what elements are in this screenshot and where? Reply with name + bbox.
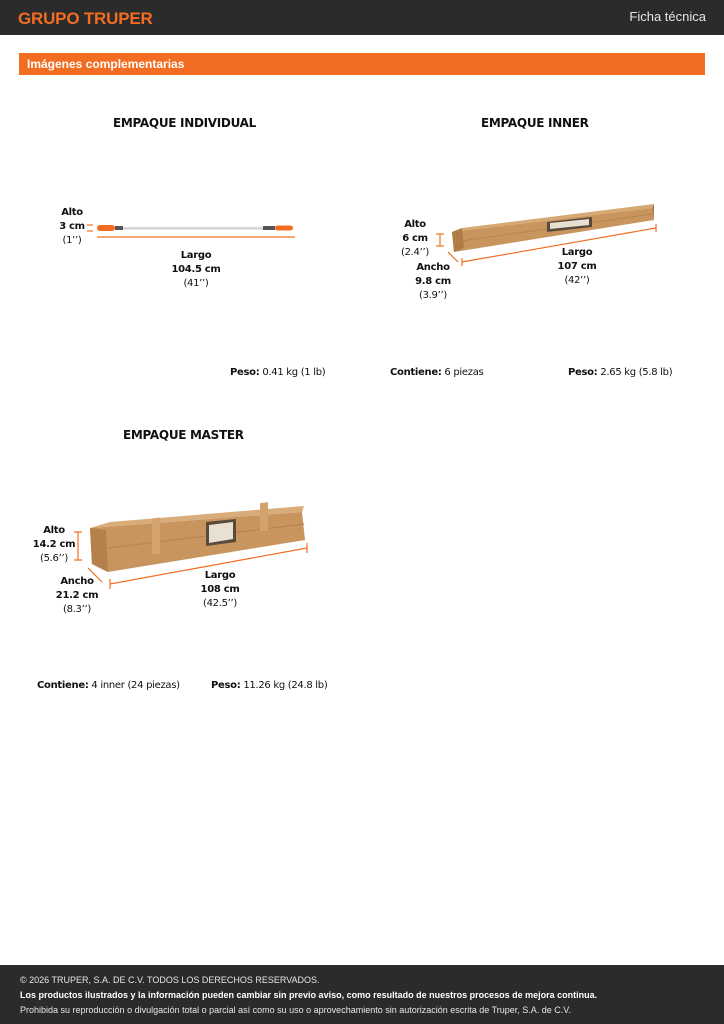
inner-alto-imperial: (2.4’’) (401, 247, 429, 258)
inner-ancho-imperial: (3.9’’) (419, 290, 447, 301)
master-peso-label: Peso: (211, 680, 241, 691)
individual-largo-imperial: (41’’) (183, 278, 209, 289)
individual-alto-label (52, 206, 92, 248)
inner-peso (568, 367, 672, 378)
inner-alto-metric: 6 cm (402, 233, 428, 244)
individual-alto-metric: 3 cm (59, 221, 85, 232)
inner-contiene-value: 6 piezas (444, 367, 484, 378)
individual-largo-label (161, 249, 231, 291)
individual-product-image (85, 218, 300, 238)
footer (0, 965, 724, 1024)
inner-box-image (432, 200, 662, 270)
document-type: Ficha técnica (629, 9, 706, 24)
inner-ancho-metric: 9.8 cm (415, 276, 451, 287)
master-alto-label (32, 524, 76, 566)
individual-title: EMPAQUE INDIVIDUAL (113, 116, 256, 130)
master-contiene-value: 4 inner (24 piezas) (91, 680, 180, 691)
inner-largo-label (550, 246, 604, 288)
master-largo-metric: 108 cm (200, 584, 240, 595)
master-peso-value: 11.26 kg (24.8 lb) (243, 680, 328, 691)
section-title: Imágenes complementarias (27, 57, 185, 71)
footer-notice: Los productos ilustrados y la información pueden cambiar sin previo aviso, como resultado de nuestros procesos de mejora continua. (20, 990, 598, 1000)
section-header (19, 53, 705, 75)
footer-legal: Prohibida su reproducción o divulgación total o parcial así como su uso o aprovechamiento sin autorización escrita de Truper, S.A. de C.V. (20, 1005, 571, 1015)
master-ancho-label (54, 575, 100, 617)
master-ancho-imperial: (8.3’’) (63, 604, 91, 615)
master-title: EMPAQUE MASTER (123, 428, 244, 442)
inner-alto-title: Alto (404, 219, 426, 230)
master-alto-metric: 14.2 cm (32, 539, 76, 550)
header-bar (0, 0, 724, 35)
master-contiene-label: Contiene: (37, 680, 89, 691)
master-largo-imperial: (42.5’’) (202, 598, 238, 609)
master-ancho-title: Ancho (60, 576, 94, 587)
inner-ancho-title: Ancho (416, 262, 450, 273)
master-largo-title: Largo (204, 570, 236, 581)
inner-contiene-label: Contiene: (390, 367, 442, 378)
footer-copyright: © 2026 TRUPER, S.A. DE C.V. TODOS LOS DERECHOS RESERVADOS. (20, 975, 320, 985)
inner-alto-label (393, 218, 437, 260)
individual-peso-label: Peso: (230, 367, 260, 378)
inner-largo-imperial: (42’’) (564, 275, 590, 286)
inner-contiene (390, 367, 483, 378)
individual-peso-value: 0.41 kg (1 lb) (262, 367, 326, 378)
master-alto-title: Alto (43, 525, 65, 536)
inner-peso-label: Peso: (568, 367, 598, 378)
master-alto-imperial: (5.6’’) (40, 553, 68, 564)
inner-largo-title: Largo (561, 247, 593, 258)
individual-peso (230, 367, 325, 378)
inner-peso-value: 2.65 kg (5.8 lb) (600, 367, 673, 378)
master-largo-label (192, 569, 248, 611)
master-peso (211, 680, 327, 691)
master-ancho-metric: 21.2 cm (55, 590, 99, 601)
individual-alto-imperial: (1’’) (62, 235, 82, 246)
inner-title: EMPAQUE INNER (481, 116, 589, 130)
inner-largo-metric: 107 cm (557, 261, 597, 272)
individual-largo-metric: 104.5 cm (171, 264, 221, 275)
inner-ancho-label (410, 261, 456, 303)
individual-largo-title: Largo (180, 250, 212, 261)
master-contiene (37, 680, 180, 691)
brand-logo: GRUPO TRUPER (18, 9, 153, 28)
individual-alto-title: Alto (61, 207, 83, 218)
